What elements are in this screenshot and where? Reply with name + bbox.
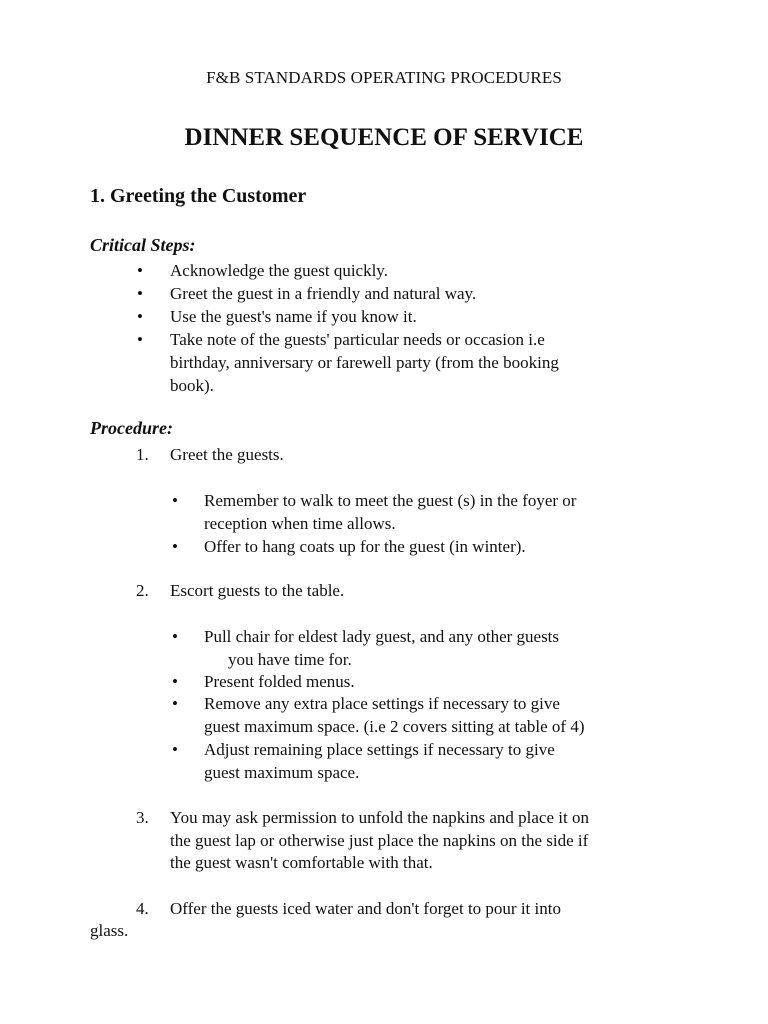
procedure-heading: Procedure: bbox=[90, 418, 173, 438]
step-bullet-item-continued: guest maximum space. (i.e 2 covers sitting at table of 4) bbox=[204, 717, 585, 736]
bullet-icon: • bbox=[137, 307, 143, 326]
step-number: 4. bbox=[136, 899, 149, 918]
bullet-icon: • bbox=[137, 330, 143, 349]
step-bullet-item: Remember to walk to meet the guest (s) in the foyer or bbox=[204, 491, 577, 510]
bullet-icon: • bbox=[172, 694, 178, 713]
critical-step-item-continued: birthday, anniversary or farewell party (from the booking bbox=[170, 353, 559, 372]
step-bullet-item: Pull chair for eldest lady guest, and any other guests bbox=[204, 627, 560, 646]
step-text: Greet the guests. bbox=[170, 445, 284, 464]
step-text: Escort guests to the table. bbox=[170, 581, 345, 600]
step-bullet-item: Adjust remaining place settings if necessary to give bbox=[204, 740, 555, 759]
document-title: DINNER SEQUENCE OF SERVICE bbox=[184, 124, 584, 151]
critical-step-item: Acknowledge the guest quickly. bbox=[170, 261, 388, 280]
step-bullet-item-continued: reception when time allows. bbox=[204, 514, 396, 533]
bullet-icon: • bbox=[137, 261, 143, 280]
bullet-icon: • bbox=[172, 627, 178, 646]
step-text-continued: the guest wasn't comfortable with that. bbox=[170, 853, 433, 872]
step-bullet-item: Remove any extra place settings if necessary to give bbox=[204, 694, 560, 713]
step-text-continued: glass. bbox=[90, 921, 129, 940]
critical-step-item: Use the guest's name if you know it. bbox=[170, 307, 417, 326]
step-bullet-item-continued: you have time for. bbox=[228, 650, 352, 669]
step-bullet-item: Offer to hang coats up for the guest (in winter). bbox=[204, 537, 526, 556]
bullet-icon: • bbox=[172, 491, 178, 510]
step-text: Offer the guests iced water and don't forget to pour it into bbox=[170, 899, 561, 918]
step-text-continued: the guest lap or otherwise just place the napkins on the side if bbox=[170, 831, 589, 850]
critical-step-item-continued: book). bbox=[170, 376, 214, 395]
step-text: You may ask permission to unfold the napkins and place it on bbox=[170, 808, 589, 827]
document-header: F&B STANDARDS OPERATING PROCEDURES bbox=[206, 68, 562, 87]
critical-steps-heading: Critical Steps: bbox=[90, 235, 196, 255]
bullet-icon: • bbox=[172, 740, 178, 759]
section-heading: 1. Greeting the Customer bbox=[90, 185, 307, 207]
critical-step-item: Take note of the guests' particular needs or occasion i.e bbox=[170, 330, 545, 349]
bullet-icon: • bbox=[172, 672, 178, 691]
step-number: 1. bbox=[136, 445, 149, 464]
step-bullet-item: Present folded menus. bbox=[204, 672, 355, 691]
critical-step-item: Greet the guest in a friendly and natural way. bbox=[170, 284, 477, 303]
step-number: 3. bbox=[136, 808, 149, 827]
bullet-icon: • bbox=[172, 537, 178, 556]
step-bullet-item-continued: guest maximum space. bbox=[204, 763, 360, 782]
bullet-icon: • bbox=[137, 284, 143, 303]
step-number: 2. bbox=[136, 581, 149, 600]
